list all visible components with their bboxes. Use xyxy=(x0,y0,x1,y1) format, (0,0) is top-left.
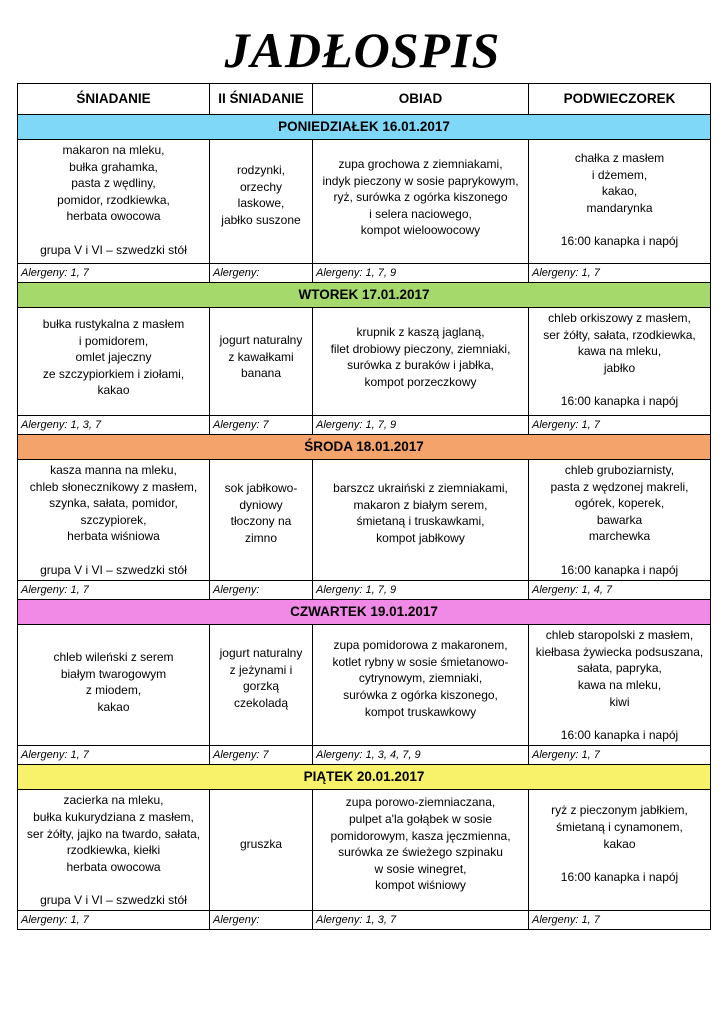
header-breakfast: ŚNIADANIE xyxy=(18,84,210,115)
allergens-lunch: Alergeny: 1, 7, 9 xyxy=(313,581,529,600)
meal-cell-lunch xyxy=(313,460,529,581)
meal-cell-lunch xyxy=(313,140,529,264)
line-gap xyxy=(533,545,706,562)
meal-line: tłoczony na xyxy=(230,514,292,529)
meal-line: surówka z buraków i jabłka, xyxy=(347,358,494,373)
meal-line: sok jabłkowo- xyxy=(224,481,298,495)
meal-line: chleb słonecznikowy z masłem, xyxy=(29,479,198,494)
meal-line: zimno xyxy=(244,530,277,545)
allergens-row xyxy=(18,264,711,283)
meal-line: i dżemem, xyxy=(591,167,648,182)
allergens-second-breakfast: Alergeny: 7 xyxy=(210,416,313,435)
meal-line: surówka ze świeżego szpinaku xyxy=(338,845,503,860)
meal-line: jogurt naturalny xyxy=(219,646,303,661)
meal-line: orzechy xyxy=(239,179,283,194)
day-header-row xyxy=(18,283,711,308)
meal-line: kakao xyxy=(97,383,130,398)
allergens-breakfast: Alergeny: 1, 7 xyxy=(18,746,210,765)
line-gap xyxy=(533,710,706,727)
day-header-row xyxy=(18,600,711,625)
allergens-breakfast: Alergeny: 1, 7 xyxy=(18,911,210,930)
meal-line: 16:00 kanapka i napój xyxy=(560,233,679,248)
line-gap xyxy=(22,875,205,892)
meal-cell-second-breakfast xyxy=(210,140,313,264)
meal-line: 16:00 kanapka i napój xyxy=(560,393,679,408)
meal-line: 16:00 kanapka i napój xyxy=(560,562,679,577)
allergens-row xyxy=(18,746,711,765)
allergens-afternoon-snack: Alergeny: 1, 4, 7 xyxy=(529,581,711,600)
meal-line: zacierka na mleku, xyxy=(63,793,164,808)
meal-line: kasza manna na mleku, xyxy=(50,463,177,477)
meal-cell-second-breakfast xyxy=(210,790,313,911)
meal-line: czekoladą xyxy=(233,695,289,710)
header-lunch: OBIAD xyxy=(313,84,529,115)
allergens-afternoon-snack: Alergeny: 1, 7 xyxy=(529,746,711,765)
allergens-lunch: Alergeny: 1, 3, 7 xyxy=(313,911,529,930)
meal-line: kompot porzeczkowy xyxy=(364,374,477,389)
meal-line: jabłko suszone xyxy=(221,212,301,227)
meal-line: 16:00 kanapka i napój xyxy=(560,869,679,884)
meal-line: marchewka xyxy=(588,529,651,544)
meal-cell-second-breakfast xyxy=(210,625,313,746)
meal-line: i pomidorem, xyxy=(78,333,149,348)
meal-line: cytrynowym, ziemniaki, xyxy=(358,671,483,686)
meal-line: gruszka xyxy=(239,837,283,852)
meal-line: białym twarogowym xyxy=(60,666,167,681)
meal-cell-second-breakfast xyxy=(210,460,313,581)
meal-line: krupnik z kaszą jaglaną, xyxy=(356,325,485,339)
day-label: PONIEDZIAŁEK 16.01.2017 xyxy=(18,115,711,140)
line-gap xyxy=(22,545,205,562)
meal-cell-breakfast xyxy=(18,790,210,911)
meal-line: pasta z wędzonej makreli, xyxy=(550,479,689,494)
meal-line: kawa na mleku, xyxy=(577,344,662,359)
meal-line: banana xyxy=(240,366,282,381)
meal-line: zupa porowo-ziemniaczana, xyxy=(345,795,496,810)
meal-line: zupa grochowa z ziemniakami, xyxy=(338,157,503,171)
menu-table xyxy=(17,83,711,930)
meal-line: jabłko xyxy=(603,360,636,375)
allergens-breakfast: Alergeny: 1, 7 xyxy=(18,581,210,600)
meal-line: dyniowy xyxy=(239,497,283,512)
meal-cell-lunch xyxy=(313,625,529,746)
meal-line: szynka, sałata, pomidor, xyxy=(49,496,178,511)
meal-line: bułka kukurydziana z masłem, xyxy=(33,809,194,824)
meal-row xyxy=(18,790,711,911)
allergens-afternoon-snack: Alergeny: 1, 7 xyxy=(529,911,711,930)
allergens-row xyxy=(18,581,711,600)
meal-line: kotlet rybny w sosie śmietanowo- xyxy=(332,654,509,669)
meal-line: bułka grahamka, xyxy=(69,159,158,174)
allergens-row xyxy=(18,416,711,435)
meal-line: filet drobiowy pieczony, ziemniaki, xyxy=(330,341,511,356)
meal-line: kiwi xyxy=(609,694,630,709)
header-afternoon-snack: PODWIECZOREK xyxy=(529,84,711,115)
meal-line: gorzką xyxy=(242,679,280,694)
meal-line: pomidor, rzodkiewka, xyxy=(57,192,170,207)
meal-line: herbata owocowa xyxy=(66,859,161,874)
meal-line: kiełbasa żywiecka podsuszana, xyxy=(535,644,704,659)
line-gap xyxy=(533,376,706,393)
day-header-row xyxy=(18,435,711,460)
meal-line: ser żółty, jajko na twardo, sałata, xyxy=(26,826,201,841)
meal-line: mandarynka xyxy=(586,200,653,215)
meal-line: kakao, xyxy=(601,184,638,199)
header-second-breakfast: II ŚNIADANIE xyxy=(210,84,313,115)
meal-cell-afternoon-snack xyxy=(529,460,711,581)
day-label: WTOREK 17.01.2017 xyxy=(18,283,711,308)
day-header-row xyxy=(18,115,711,140)
meal-line: szczypiorek, xyxy=(80,512,147,527)
line-gap xyxy=(533,216,706,233)
allergens-afternoon-snack: Alergeny: 1, 7 xyxy=(529,264,711,283)
page-title: JADŁOSPIS xyxy=(224,22,501,78)
meal-line: ryż z pieczonym jabłkiem, xyxy=(551,803,688,818)
meal-line: bułka rustykalna z masłem xyxy=(42,317,185,331)
meal-line: kompot jabłkowy xyxy=(376,530,465,545)
allergens-lunch: Alergeny: 1, 3, 4, 7, 9 xyxy=(313,746,529,765)
meal-line: pulpet a'la gołąbek w sosie xyxy=(348,811,493,826)
meal-cell-afternoon-snack xyxy=(529,140,711,264)
meal-line: pasta z wędliny, xyxy=(71,176,156,191)
meal-line: ryż, surówka z ogórka kiszonego xyxy=(333,190,508,205)
allergens-second-breakfast: Alergeny: xyxy=(210,581,313,600)
meal-line: chleb staropolski z masłem, xyxy=(545,628,694,643)
meal-line: kompot wieloowocowy xyxy=(360,223,481,238)
meal-line: śmietaną i truskawkami, xyxy=(356,514,485,529)
meal-line: śmietaną i cynamonem, xyxy=(556,819,683,834)
meal-line: rzodkiewka, kiełki xyxy=(66,843,161,858)
line-gap xyxy=(22,225,205,242)
meal-cell-breakfast xyxy=(18,625,210,746)
meal-line: indyk pieczony w sosie paprykowym, xyxy=(322,173,519,188)
day-header-row xyxy=(18,765,711,790)
meal-line: ze szczypiorkiem i ziołami, xyxy=(42,366,185,381)
meal-line: z kawałkami xyxy=(228,349,294,364)
meal-line: w sosie winegret, xyxy=(374,861,467,876)
meal-cell-breakfast xyxy=(18,308,210,416)
header-row xyxy=(18,84,711,115)
meal-cell-lunch xyxy=(313,308,529,416)
meal-line: z jeżynami i xyxy=(229,662,293,677)
meal-line: chleb wileński z serem xyxy=(53,650,174,665)
allergens-second-breakfast: Alergeny: xyxy=(210,264,313,283)
meal-line: jogurt naturalny xyxy=(219,333,303,347)
meal-line: ogórek, koperek, xyxy=(574,496,665,511)
meal-line: grupa V i VI – szwedzki stół xyxy=(40,562,187,577)
day-label: PIĄTEK 20.01.2017 xyxy=(18,765,711,790)
menu-body xyxy=(18,115,711,930)
meal-cell-afternoon-snack xyxy=(529,308,711,416)
meal-line: bawarka xyxy=(596,512,643,527)
meal-line: omlet jajeczny xyxy=(75,350,152,365)
allergens-second-breakfast: Alergeny: 7 xyxy=(210,746,313,765)
meal-cell-afternoon-snack xyxy=(529,625,711,746)
meal-line: kompot wiśniowy xyxy=(375,878,466,893)
allergens-afternoon-snack: Alergeny: 1, 7 xyxy=(529,416,711,435)
meal-cell-breakfast xyxy=(18,140,210,264)
meal-line: z miodem, xyxy=(85,683,142,698)
meal-line: barszcz ukraiński z ziemniakami, xyxy=(333,481,508,495)
allergens-second-breakfast: Alergeny: xyxy=(210,911,313,930)
meal-cell-breakfast xyxy=(18,460,210,581)
allergens-breakfast: Alergeny: 1, 3, 7 xyxy=(18,416,210,435)
meal-line: kakao xyxy=(97,699,130,714)
meal-row xyxy=(18,308,711,416)
meal-line: rodzynki, xyxy=(236,163,286,177)
allergens-breakfast: Alergeny: 1, 7 xyxy=(18,264,210,283)
meal-line: grupa V i VI – szwedzki stół xyxy=(40,242,187,257)
meal-line: grupa V i VI – szwedzki stół xyxy=(40,892,187,907)
allergens-lunch: Alergeny: 1, 7, 9 xyxy=(313,264,529,283)
meal-row xyxy=(18,625,711,746)
meal-cell-second-breakfast xyxy=(210,308,313,416)
meal-line: i selera naciowego, xyxy=(369,206,472,221)
meal-line: sałata, papryka, xyxy=(577,661,662,676)
meal-line: herbata wiśniowa xyxy=(67,529,160,544)
allergens-row xyxy=(18,911,711,930)
meal-line: surówka z ogórka kiszonego, xyxy=(343,687,498,702)
meal-cell-afternoon-snack xyxy=(529,790,711,911)
meal-line: kompot truskawkowy xyxy=(364,704,477,719)
allergens-lunch: Alergeny: 1, 7, 9 xyxy=(313,416,529,435)
meal-line: pomidorowym, kasza jęczmienna, xyxy=(330,828,511,843)
meal-line: kawa na mleku, xyxy=(577,677,662,692)
meal-line: chleb orkiszowy z masłem, xyxy=(548,311,691,325)
meal-line: chleb gruboziarnisty, xyxy=(564,463,675,477)
day-label: ŚRODA 18.01.2017 xyxy=(18,435,711,460)
meal-line: makaron z białym serem, xyxy=(353,497,488,512)
day-label: CZWARTEK 19.01.2017 xyxy=(18,600,711,625)
meal-row xyxy=(18,140,711,264)
meal-line: herbata owocowa xyxy=(66,209,161,224)
line-gap xyxy=(533,852,706,869)
meal-line: 16:00 kanapka i napój xyxy=(560,727,679,742)
meal-line: ser żółty, sałata, rzodkiewka, xyxy=(543,327,696,342)
meal-line: laskowe, xyxy=(237,196,285,211)
meal-line: makaron na mleku, xyxy=(62,143,165,157)
meal-line: kakao xyxy=(603,836,636,851)
meal-row xyxy=(18,460,711,581)
meal-line: zupa pomidorowa z makaronem, xyxy=(333,638,508,653)
meal-line: chałka z masłem xyxy=(574,151,665,165)
meal-cell-lunch xyxy=(313,790,529,911)
